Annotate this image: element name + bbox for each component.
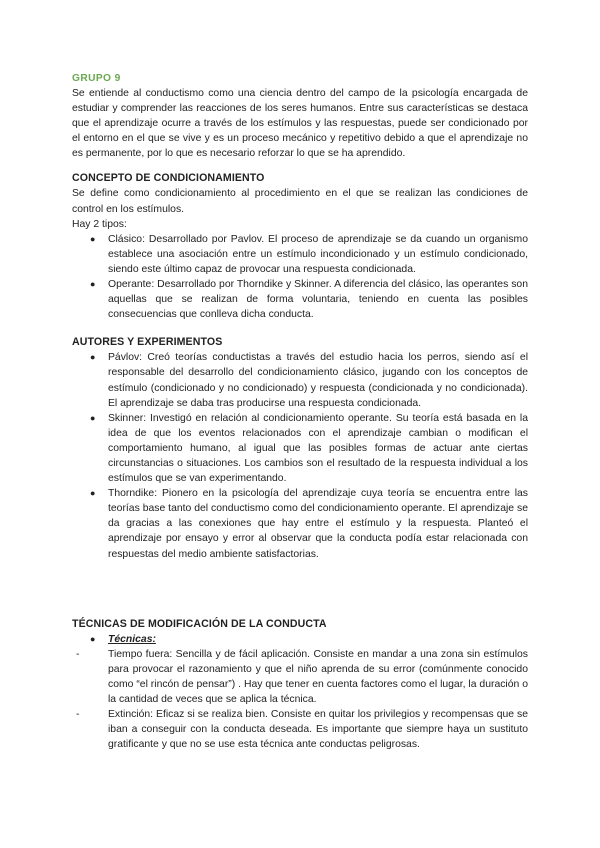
dash-icon: -: [76, 709, 80, 721]
tecnicas-list: [72, 647, 528, 753]
concepto-definition: Se define como condicionamiento al procedimiento en el que se realizan las condiciones de control en los estímulos.: [72, 188, 528, 215]
dash-icon: -: [76, 648, 80, 660]
list-item: ● Clásico: Desarrollado por Pavlov. El proceso de aprendizaje se da cuando un organismo establece una asociación entre un estímulo incondicionado y un estímulo condicionado, siendo este último capaz de provocar una respuesta condicionada.: [90, 233, 528, 275]
list-item: [72, 632, 528, 647]
list-item: ● Thorndike: Pionero en la psicología del aprendizaje cuya teoría se encuentra entre las teorías base tanto del conductismo como del condicionamiento operante. El aprendizaje se da gracias a las conexiones que hay entre el estímulo y la respuesta. Planteó el aprendizaje por ensayo y error al observar que la conducta podía estar relacionada con respuestas del medio ambiente satisfactorias.: [90, 488, 528, 560]
list-item: - Extinción: Eficaz si se realiza bien. Consiste en quitar los privilegios y recompensas que se iban a conseguir con la conducta deseada. Es importante que siempre haya un sustituto gratificante y que no se use esta técnica ante conductas peligrosas.: [76, 709, 528, 751]
types-intro: Hay 2 tipos:: [72, 218, 127, 230]
types-list: [72, 232, 528, 323]
list-item: ● Skinner: Investigó en relación al condicionamiento operante. Su teoría está basada en la idea de que los eventos relacionados con el aprendizaje cambian o modifican el comportamiento humano, al igual que las posibles formas de actuar ante ciertas circunstancias o situaciones. Los cambios son el resultado de la respuesta individual a los estímulos que se van experimentando.: [90, 412, 528, 485]
autores-heading: AUTORES Y EXPERIMENTOS: [72, 336, 223, 349]
bullet-icon: ●: [90, 633, 96, 644]
list-item: ● Operante: Desarrollado por Thorndike y Skinner. A diferencia del clásico, las operantes son aquellas que se realizan de forma voluntaria, teniendo en cuenta las posibles consecuencias que conlleva dicha conducta.: [90, 279, 528, 321]
bullet-icon: ●: [90, 488, 96, 499]
intro-paragraph: Se entiende al conductismo como una ciencia dentro del campo de la psicología encargada de estudiar y comprender las reacciones de los seres humanos. Entre sus características se destaca que el aprendizaje ocurre a través de los estímulos y las respuestas, puede ser condicionado por el entorno en el que se vive y es un proceso mecánico y repetitivo debido a que el aprendizaje no es permanente, por lo que es necesario reforzar lo que se ha aprendido.: [72, 88, 528, 160]
autores-list: [72, 350, 528, 561]
tecnicas-heading: TÉCNICAS DE MODIFICACIÓN DE LA CONDUCTA: [72, 617, 327, 630]
group-label: GRUPO 9: [72, 73, 121, 84]
bullet-icon: ●: [90, 412, 96, 423]
bullet-icon: ●: [90, 279, 96, 290]
bullet-icon: ●: [90, 233, 96, 244]
bullet-icon: ●: [90, 352, 96, 363]
document-page: [72, 72, 528, 752]
list-item: ● Pávlov: Creó teorías conductistas a través del estudio hacia los perros, siendo así el responsable del desarrollo del condicionamiento clásico, jugando con los conceptos de estímulo (condicionado y no condicionado) y respuesta (condicionada y no condicionada). El aprendizaje se daba tras producirse una respuesta condicionada.: [90, 352, 528, 409]
concepto-heading: CONCEPTO DE CONDICIONAMIENTO: [72, 172, 265, 185]
tecnicas-label: Técnicas:: [108, 633, 156, 645]
list-item: - Tiempo fuera: Sencilla y de fácil aplicación. Consiste en mandar a una zona sin estímulos para provocar el razonamiento y que el niño aprenda de su error (comúnmente conocido como “el rincón de pensar”) . Hay que tener en cuenta factores como el lugar, la duración o la cantidad de veces que se aplica la técnica.: [76, 648, 528, 705]
tecnicas-label-list: [72, 632, 528, 647]
